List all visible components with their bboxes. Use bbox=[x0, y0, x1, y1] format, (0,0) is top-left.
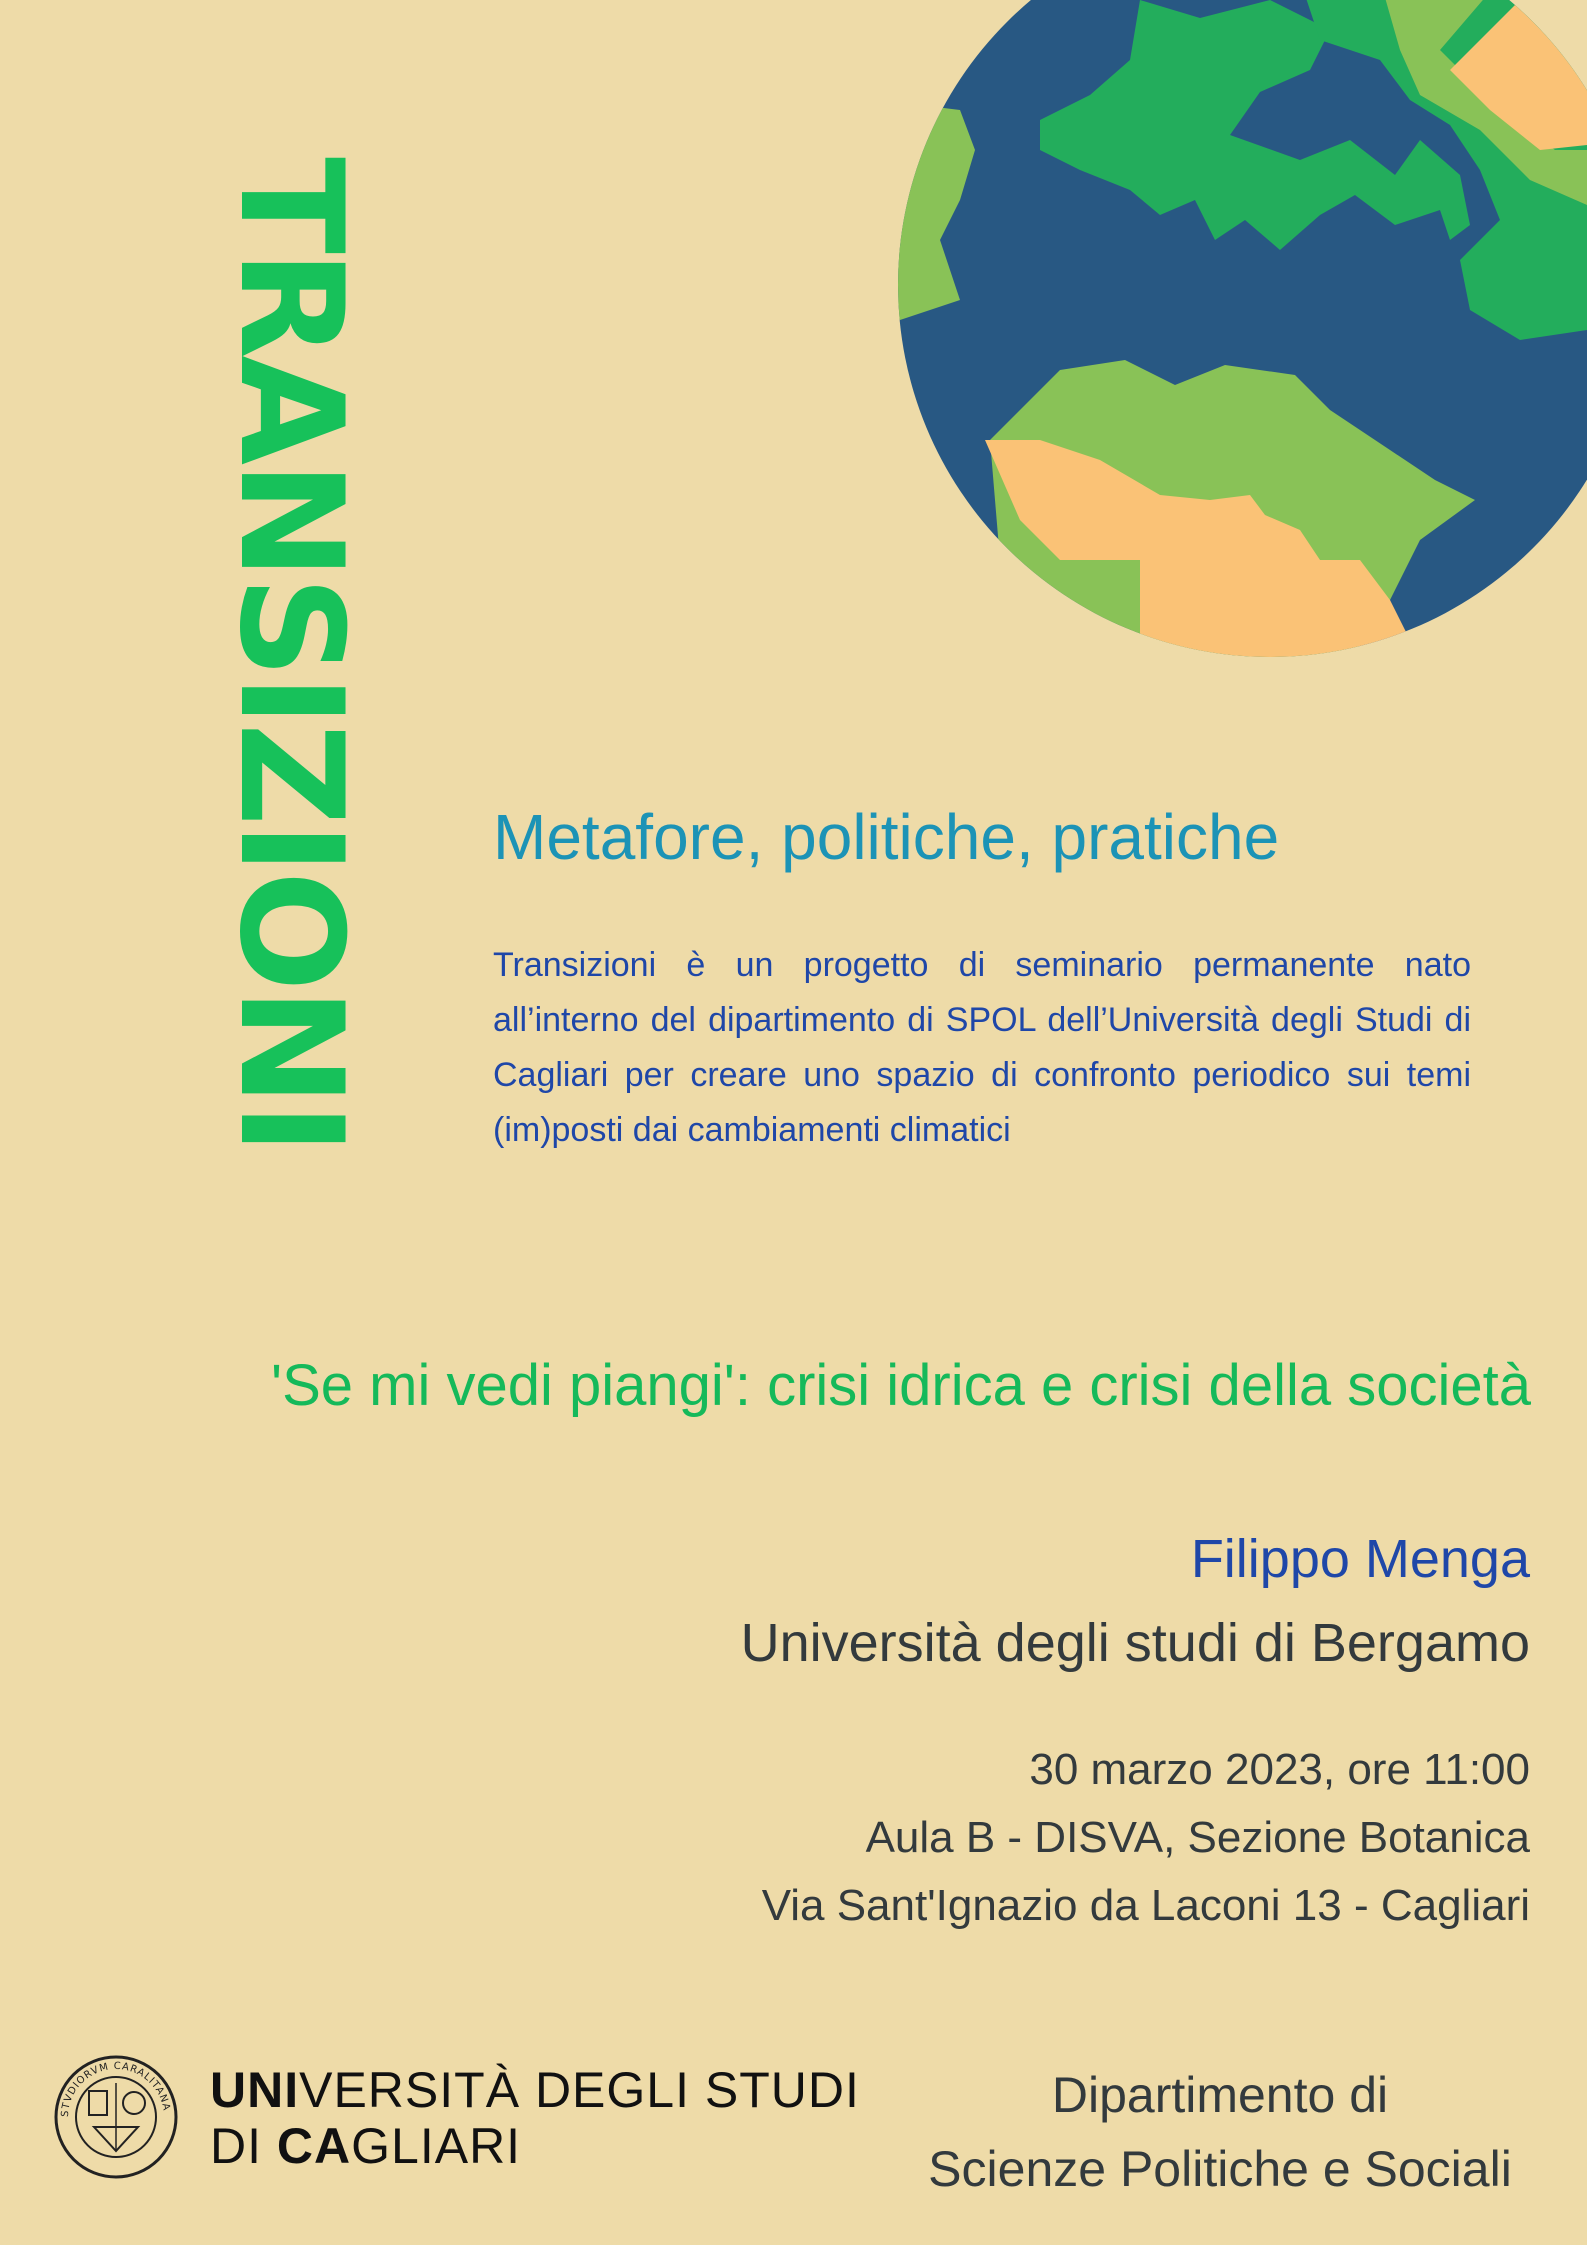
seal-ring-text: STVDIORVM CARALITANA bbox=[59, 2060, 172, 2118]
vertical-title-container bbox=[208, 157, 373, 1177]
vertical-title: TRANSIZIONI bbox=[208, 157, 373, 1152]
speaker-affiliation: Università degli studi di Bergamo bbox=[740, 1613, 1530, 1673]
speaker-name: Filippo Menga bbox=[1190, 1529, 1530, 1589]
subtitle: Metafore, politiche, pratiche bbox=[493, 801, 1280, 873]
logo-versita: VERSITÀ DEGLI STUDI bbox=[299, 2062, 860, 2118]
university-logo-line1 bbox=[210, 2062, 860, 2118]
university-seal-icon bbox=[54, 2055, 178, 2179]
department-line1: Dipartimento di bbox=[1051, 2067, 1389, 2123]
intro-paragraph: Transizioni è un progetto di seminario permanente nato all’interno del dipartimento di SPOL dell’Università degli Studi di Cagliari per creare uno spazio di confronto periodico sui temi (im)posti dai cambiamenti climatici bbox=[493, 946, 1471, 1149]
logo-uni: UNI bbox=[210, 2062, 300, 2118]
event-address: Via Sant'Ignazio da Laconi 13 - Cagliari bbox=[761, 1881, 1530, 1930]
event-room: Aula B - DISVA, Sezione Botanica bbox=[865, 1813, 1530, 1862]
logo-di: DI bbox=[210, 2118, 277, 2174]
talk-title: 'Se mi vedi piangi': crisi idrica e crisi della società bbox=[271, 1353, 1531, 1418]
logo-gliari: GLIARI bbox=[351, 2118, 522, 2174]
department-name bbox=[895, 2058, 1545, 2206]
event-date: 30 marzo 2023, ore 11:00 bbox=[1029, 1745, 1530, 1794]
university-logo-text bbox=[210, 2062, 860, 2174]
department-line2: Scienze Politiche e Sociali bbox=[928, 2141, 1512, 2197]
logo-ca: CA bbox=[276, 2118, 352, 2174]
university-logo-line2 bbox=[210, 2118, 860, 2174]
